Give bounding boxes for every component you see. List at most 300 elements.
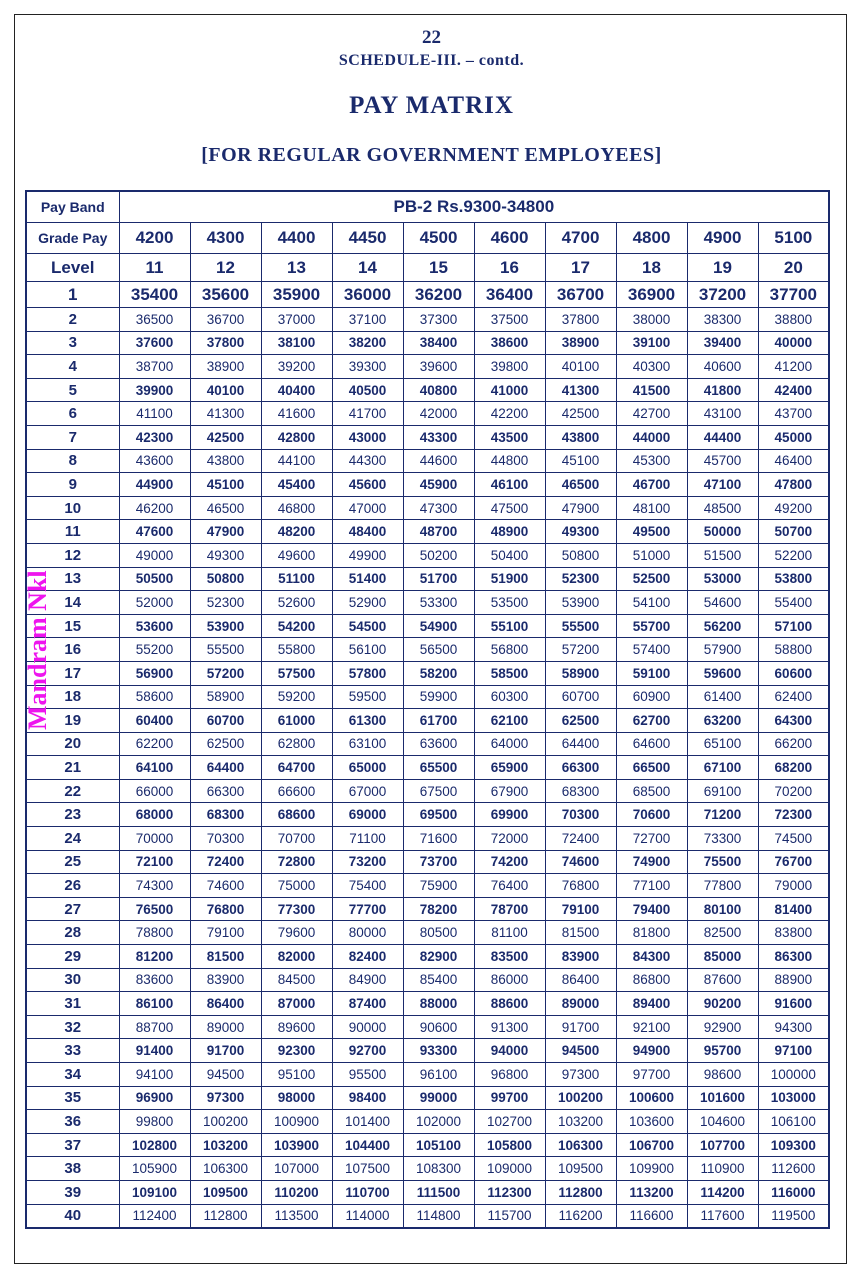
pay-cell: 74600 [545,850,616,874]
level-cell: 11 [119,254,190,282]
pay-cell: 44900 [119,473,190,497]
grade-pay-cell: 4500 [403,223,474,254]
pay-cell: 60600 [758,661,829,685]
pay-cell: 50000 [687,520,758,544]
pay-cell: 68200 [758,756,829,780]
table-row [26,308,829,332]
row-index: 24 [26,827,119,851]
pay-cell: 88600 [474,992,545,1016]
table-row [26,1110,829,1134]
pay-cell: 39100 [616,331,687,355]
pay-cell: 52600 [261,591,332,615]
pay-cell: 62800 [261,732,332,756]
pay-cell: 40300 [616,355,687,379]
pay-cell: 86100 [119,992,190,1016]
pay-cell: 104600 [687,1110,758,1134]
pay-cell: 47600 [119,520,190,544]
pay-cell: 74300 [119,874,190,898]
pay-cell: 91400 [119,1039,190,1063]
pay-band-row [26,191,829,223]
pay-cell: 41300 [545,378,616,402]
pay-cell: 103200 [190,1133,261,1157]
grade-pay-cell: 4800 [616,223,687,254]
pay-cell: 97700 [616,1063,687,1087]
pay-cell: 94100 [119,1063,190,1087]
table-row [26,567,829,591]
grade-pay-cell: 4450 [332,223,403,254]
pay-cell: 92100 [616,1015,687,1039]
pay-cell: 78800 [119,921,190,945]
pay-cell: 41700 [332,402,403,426]
pay-cell: 90000 [332,1015,403,1039]
row-index: 2 [26,308,119,332]
row-index: 38 [26,1157,119,1181]
pay-cell: 66200 [758,732,829,756]
pay-cell: 71600 [403,827,474,851]
pay-cell: 46500 [545,473,616,497]
pay-cell: 72400 [190,850,261,874]
pay-cell: 74600 [190,874,261,898]
pay-cell: 45000 [758,425,829,449]
pay-cell: 91700 [545,1015,616,1039]
pay-cell: 50700 [758,520,829,544]
pay-cell: 46400 [758,449,829,473]
table-row [26,874,829,898]
grade-pay-label: Grade Pay [26,223,119,254]
table-row [26,779,829,803]
pay-cell: 37000 [261,308,332,332]
pay-cell: 48400 [332,520,403,544]
pay-cell: 36900 [616,282,687,308]
pay-cell: 36700 [545,282,616,308]
pay-cell: 62200 [119,732,190,756]
table-row [26,591,829,615]
pay-cell: 89600 [261,1015,332,1039]
pay-cell: 88700 [119,1015,190,1039]
pay-cell: 108300 [403,1157,474,1181]
pay-cell: 99800 [119,1110,190,1134]
pay-cell: 103000 [758,1086,829,1110]
pay-cell: 61400 [687,685,758,709]
pay-cell: 45900 [403,473,474,497]
pay-cell: 117600 [687,1204,758,1228]
pay-cell: 76700 [758,850,829,874]
row-index: 10 [26,496,119,520]
pay-cell: 39900 [119,378,190,402]
pay-cell: 62500 [190,732,261,756]
pay-cell: 60700 [545,685,616,709]
pay-cell: 48500 [687,496,758,520]
pay-cell: 36000 [332,282,403,308]
level-cell: 17 [545,254,616,282]
row-index: 32 [26,1015,119,1039]
pay-cell: 65500 [403,756,474,780]
pay-cell: 102700 [474,1110,545,1134]
pay-cell: 71200 [687,803,758,827]
level-cell: 15 [403,254,474,282]
pay-cell: 73700 [403,850,474,874]
pay-cell: 116000 [758,1180,829,1204]
pay-cell: 56100 [332,638,403,662]
level-cell: 14 [332,254,403,282]
pay-cell: 82900 [403,945,474,969]
pay-cell: 68500 [616,779,687,803]
row-index: 3 [26,331,119,355]
pay-cell: 57900 [687,638,758,662]
pay-cell: 107000 [261,1157,332,1181]
pay-cell: 60400 [119,709,190,733]
level-cell: 13 [261,254,332,282]
pay-cell: 72700 [616,827,687,851]
page-title: PAY MATRIX [349,92,514,119]
pay-cell: 87000 [261,992,332,1016]
pay-cell: 73200 [332,850,403,874]
level-cell: 20 [758,254,829,282]
pay-cell: 90200 [687,992,758,1016]
table-row [26,1015,829,1039]
pay-cell: 38200 [332,331,403,355]
pay-cell: 90600 [403,1015,474,1039]
pay-cell: 56900 [119,661,190,685]
pay-cell: 100600 [616,1086,687,1110]
pay-cell: 57400 [616,638,687,662]
pay-cell: 68300 [190,803,261,827]
pay-cell: 45100 [545,449,616,473]
pay-cell: 94000 [474,1039,545,1063]
pay-cell: 101400 [332,1110,403,1134]
table-row [26,756,829,780]
pay-cell: 95500 [332,1063,403,1087]
pay-cell: 113500 [261,1204,332,1228]
pay-cell: 64000 [474,732,545,756]
row-index: 29 [26,945,119,969]
pay-cell: 66300 [190,779,261,803]
pay-cell: 43800 [545,425,616,449]
table-row [26,473,829,497]
pay-cell: 58500 [474,661,545,685]
pay-cell: 58600 [119,685,190,709]
table-row [26,378,829,402]
pay-cell: 94900 [616,1039,687,1063]
pay-cell: 65000 [332,756,403,780]
table-row [26,732,829,756]
row-index: 21 [26,756,119,780]
pay-cell: 57800 [332,661,403,685]
pay-cell: 79600 [261,921,332,945]
pay-cell: 67500 [403,779,474,803]
pay-cell: 39400 [687,331,758,355]
pay-cell: 76800 [190,897,261,921]
row-index: 25 [26,850,119,874]
pay-cell: 77700 [332,897,403,921]
pay-cell: 44300 [332,449,403,473]
pay-cell: 46200 [119,496,190,520]
pay-cell: 55700 [616,614,687,638]
pay-cell: 78200 [403,897,474,921]
table-row [26,543,829,567]
pay-cell: 43700 [758,402,829,426]
pay-cell: 36200 [403,282,474,308]
pay-cell: 112800 [545,1180,616,1204]
pay-cell: 109500 [190,1180,261,1204]
pay-cell: 89400 [616,992,687,1016]
pay-cell: 65900 [474,756,545,780]
pay-cell: 85000 [687,945,758,969]
pay-cell: 55400 [758,591,829,615]
pay-cell: 51100 [261,567,332,591]
pay-cell: 102800 [119,1133,190,1157]
row-index: 36 [26,1110,119,1134]
pay-cell: 43500 [474,425,545,449]
pay-cell: 110700 [332,1180,403,1204]
pay-cell: 63200 [687,709,758,733]
table-row [26,355,829,379]
pay-cell: 115700 [474,1204,545,1228]
table-row [26,520,829,544]
schedule-heading: SCHEDULE-III. – contd. [338,52,525,69]
pay-cell: 109100 [119,1180,190,1204]
row-index: 30 [26,968,119,992]
pay-cell: 49600 [261,543,332,567]
pay-cell: 116200 [545,1204,616,1228]
pay-cell: 41800 [687,378,758,402]
pay-cell: 48100 [616,496,687,520]
pay-cell: 95700 [687,1039,758,1063]
pay-cell: 79400 [616,897,687,921]
pay-cell: 111500 [403,1180,474,1204]
pay-cell: 112600 [758,1157,829,1181]
pay-cell: 83600 [119,968,190,992]
table-row [26,827,829,851]
pay-cell: 81400 [758,897,829,921]
pay-cell: 38400 [403,331,474,355]
pay-cell: 102000 [403,1110,474,1134]
row-index: 8 [26,449,119,473]
level-cell: 19 [687,254,758,282]
pay-cell: 48900 [474,520,545,544]
table-row [26,449,829,473]
grade-pay-cell: 4300 [190,223,261,254]
pay-cell: 42300 [119,425,190,449]
watermark-text: Mandram Nkl [23,570,52,730]
pay-cell: 52200 [758,543,829,567]
pay-cell: 56200 [687,614,758,638]
pay-cell: 75000 [261,874,332,898]
pay-cell: 44000 [616,425,687,449]
pay-cell: 51900 [474,567,545,591]
grade-pay-cell: 4400 [261,223,332,254]
pay-cell: 45700 [687,449,758,473]
pay-cell: 44400 [687,425,758,449]
pay-cell: 49000 [119,543,190,567]
pay-cell: 52900 [332,591,403,615]
pay-cell: 46500 [190,496,261,520]
pay-cell: 106300 [545,1133,616,1157]
pay-cell: 55500 [545,614,616,638]
pay-cell: 60700 [190,709,261,733]
pay-cell: 40800 [403,378,474,402]
pay-cell: 41100 [119,402,190,426]
pay-cell: 84900 [332,968,403,992]
table-row [26,850,829,874]
pay-cell: 86800 [616,968,687,992]
pay-cell: 62100 [474,709,545,733]
pay-cell: 38900 [190,355,261,379]
pay-cell: 112800 [190,1204,261,1228]
table-row [26,1063,829,1087]
pay-cell: 94300 [758,1015,829,1039]
pay-cell: 79100 [545,897,616,921]
pay-cell: 99700 [474,1086,545,1110]
pay-cell: 54600 [687,591,758,615]
pay-cell: 74900 [616,850,687,874]
pay-cell: 86400 [545,968,616,992]
row-index: 19 [26,709,119,733]
pay-cell: 46100 [474,473,545,497]
pay-cell: 81200 [119,945,190,969]
pay-cell: 47900 [190,520,261,544]
pay-cell: 40000 [758,331,829,355]
pay-cell: 44600 [403,449,474,473]
pay-cell: 42000 [403,402,474,426]
table-row [26,945,829,969]
pay-cell: 84500 [261,968,332,992]
pay-cell: 58900 [545,661,616,685]
row-index: 11 [26,520,119,544]
pay-cell: 37100 [332,308,403,332]
table-row [26,1133,829,1157]
pay-cell: 94500 [190,1063,261,1087]
row-index: 4 [26,355,119,379]
pay-cell: 105100 [403,1133,474,1157]
pay-band-value: PB-2 Rs.9300-34800 [119,191,829,223]
pay-cell: 83900 [545,945,616,969]
pay-cell: 70600 [616,803,687,827]
pay-cell: 56500 [403,638,474,662]
pay-cell: 39300 [332,355,403,379]
pay-cell: 47300 [403,496,474,520]
pay-cell: 72000 [474,827,545,851]
table-row [26,1180,829,1204]
row-index: 5 [26,378,119,402]
pay-cell: 68000 [119,803,190,827]
pay-cell: 43600 [119,449,190,473]
pay-cell: 57200 [545,638,616,662]
pay-cell: 52500 [616,567,687,591]
pay-cell: 66000 [119,779,190,803]
pay-cell: 54100 [616,591,687,615]
pay-cell: 37200 [687,282,758,308]
level-cell: 16 [474,254,545,282]
pay-cell: 36500 [119,308,190,332]
pay-cell: 54200 [261,614,332,638]
pay-cell: 66500 [616,756,687,780]
row-index: 1 [26,282,119,308]
table-row [26,1157,829,1181]
pay-cell: 70300 [545,803,616,827]
pay-cell: 60900 [616,685,687,709]
row-index: 31 [26,992,119,1016]
pay-cell: 54500 [332,614,403,638]
pay-cell: 114000 [332,1204,403,1228]
pay-cell: 91700 [190,1039,261,1063]
row-index: 28 [26,921,119,945]
row-index: 6 [26,402,119,426]
pay-cell: 59900 [403,685,474,709]
pay-cell: 40400 [261,378,332,402]
pay-cell: 91300 [474,1015,545,1039]
pay-cell: 100900 [261,1110,332,1134]
row-index: 37 [26,1133,119,1157]
pay-cell: 116600 [616,1204,687,1228]
pay-cell: 98600 [687,1063,758,1087]
pay-cell: 114200 [687,1180,758,1204]
pay-band-label: Pay Band [26,191,119,223]
pay-cell: 45400 [261,473,332,497]
pay-cell: 76500 [119,897,190,921]
pay-cell: 53800 [758,567,829,591]
grade-pay-cell: 4900 [687,223,758,254]
pay-cell: 41300 [190,402,261,426]
pay-cell: 58900 [190,685,261,709]
pay-cell: 83900 [190,968,261,992]
table-row [26,425,829,449]
pay-cell: 39200 [261,355,332,379]
pay-cell: 50800 [545,543,616,567]
pay-cell: 97300 [190,1086,261,1110]
pay-cell: 62700 [616,709,687,733]
pay-cell: 59500 [332,685,403,709]
pay-cell: 103200 [545,1110,616,1134]
pay-cell: 92300 [261,1039,332,1063]
pay-cell: 75900 [403,874,474,898]
pay-cell: 80500 [403,921,474,945]
pay-cell: 112300 [474,1180,545,1204]
pay-cell: 58200 [403,661,474,685]
pay-cell: 105900 [119,1157,190,1181]
pay-cell: 55500 [190,638,261,662]
pay-cell: 59600 [687,661,758,685]
pay-cell: 97100 [758,1039,829,1063]
pay-cell: 106300 [190,1157,261,1181]
pay-cell: 38300 [687,308,758,332]
pay-cell: 53500 [474,591,545,615]
pay-cell: 53900 [190,614,261,638]
pay-cell: 98000 [261,1086,332,1110]
pay-cell: 74200 [474,850,545,874]
pay-cell: 38000 [616,308,687,332]
pay-cell: 70700 [261,827,332,851]
table-row [26,803,829,827]
pay-cell: 63600 [403,732,474,756]
pay-cell: 51500 [687,543,758,567]
pay-cell: 79100 [190,921,261,945]
level-label: Level [26,254,119,282]
pay-cell: 39800 [474,355,545,379]
row-index: 20 [26,732,119,756]
pay-cell: 50200 [403,543,474,567]
pay-cell: 87600 [687,968,758,992]
pay-cell: 40500 [332,378,403,402]
pay-cell: 96900 [119,1086,190,1110]
pay-cell: 83500 [474,945,545,969]
row-index: 33 [26,1039,119,1063]
pay-cell: 47800 [758,473,829,497]
pay-cell: 70300 [190,827,261,851]
pay-cell: 57100 [758,614,829,638]
table-row [26,921,829,945]
pay-cell: 57200 [190,661,261,685]
